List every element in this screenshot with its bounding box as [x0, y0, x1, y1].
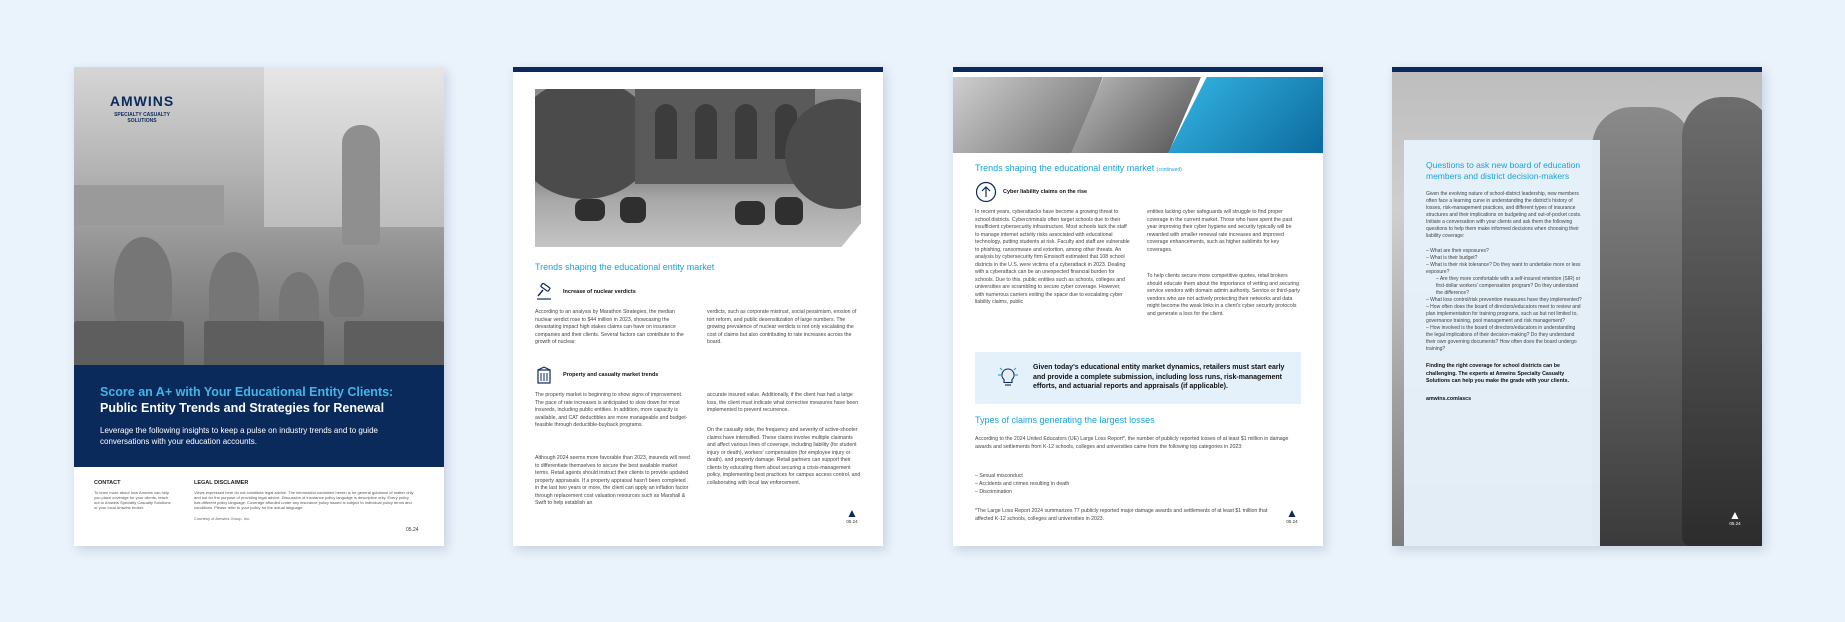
questions-page	[1392, 67, 1762, 546]
courtesy-line: Courtesy of Amwins Group, Inc.	[194, 516, 251, 521]
page-number: 05.24	[1729, 521, 1741, 526]
property-text-left-2: Although 2024 seems more favorable than 2023, insureds will need to differentiate themselves to secure the best available market terms. Retail agents should instruct their clients to provide updated property appraisals. If a property appraisal hasn't been completed in the last two years or more, the client can apply an inflation factor through replacement cost valuation resources such as Marshall & Swift to help establish an	[535, 455, 690, 506]
claims-list	[975, 472, 1175, 496]
property-casualty-title: Property and casualty market trends	[563, 372, 659, 378]
corner-logo	[1726, 509, 1744, 526]
gavel-icon	[535, 283, 553, 301]
cover-lead: Leverage the following insights to keep a pulse on industry trends and to guide conversations with your education accounts.	[100, 426, 378, 446]
page-top-bar	[1392, 67, 1762, 72]
cyber-text-left: In recent years, cyberattacks have become a growing threat to school districts. Cybercriminals often target schools due to their insufficient cybersecurity infrastructure. Most schools lack the staff to manage internet activity risks associated with educational technology, putting students at risk. Faculty and staff are vulnerable to phishing, ransomware and extortion, among other threats. An analysis by cybersecurity firm Emsisoft estimated that 108 school districts in the U.S. were victims of a cyberattack in 2023. Dealing with a cyberattack can be an unexpected financial burden for schools. Due to this, public entities such as schools, colleges and universities are scrambling to secure cyber coverage. However, with numerous carriers exiting the space due to escalating cyber liability claims, public	[975, 209, 1130, 305]
legal-heading: LEGAL DISCLAIMER	[194, 480, 249, 486]
callout-text: Given today's educational entity market dynamics, retailers must start early and provide a complete submission, including loss runs, risk-management efforts, and actuarial reports and appraisals (if applicable).	[1033, 364, 1285, 390]
section-title-text: Trends shaping the educational entity market	[975, 163, 1155, 173]
page-number: 05.24	[406, 527, 419, 533]
callout-box	[975, 352, 1301, 404]
arrow-up-circle-icon	[975, 181, 997, 203]
list-item: – Accidents and crimes resulting in death	[975, 481, 1070, 487]
property-text-left-1: The property market is beginning to show signs of improvement. The pace of rate increases is anticipated to slow down for most insureds, including public entities. In addition, more capacity is available, and CAT deductibles are more manageable and budget-feasible through deductible-buyback programs.	[535, 392, 688, 428]
list-item: – Sexual misconduct	[975, 473, 1023, 479]
list-item: – What are their exposures?	[1426, 248, 1582, 255]
list-item: – What loss control/risk prevention measures have they implemented?	[1426, 297, 1582, 304]
trends-page	[513, 67, 883, 546]
page-number: 05.24	[846, 519, 858, 524]
amwins-link[interactable]: amwins.com/ascs	[1426, 395, 1472, 402]
section-title: Trends shaping the educational entity market	[535, 262, 715, 272]
cyber-text-right-2: To help clients secure more competitive quotes, retail brokers should educate them about the importance of vetting and securing service vendors with domain admin authority. Service or third-party vendors who are not actively protecting their networks and data might become the weak links in a client's cyber security protocols and generate a loss for the client.	[1147, 273, 1300, 317]
cyber-text-right-1: entities lacking cyber safeguards will struggle to find proper coverage in the current market. Those who have spent the past year improving their cyber hygiene and security typically will be rewarded with smaller renewal rate increases and improved coverage enhancements, such as higher sublimits for key coverages.	[1147, 209, 1293, 253]
property-text-right-2: On the casualty side, the frequency and severity of active-shooter claims have intensified. These claims involve multiple claimants and affect various lines of coverage, including liability (for student injury or death), workers' compensation (for employee injury or death), and property damage. Retail partners can support their clients by educating them about securing a crisis-management policy, implementing best practices for campus access control, and collaborating with local law enforcement.	[707, 427, 861, 486]
list-item: – What is their budget?	[1426, 255, 1582, 262]
legal-text: Views expressed here do not constitute legal advice. The information contained herein is for general guidance of matter only and not for the purpose of providing legal advice. Discussion of insurance policy language is descriptive only. Every policy has different policy language. Coverage afforded under any insurance policy issued is subject to individual policy terms and conditions. Please refer to your policy for the actual language.	[194, 490, 414, 510]
list-item: – What is their risk tolerance? Do they want to undertake more or less exposure?	[1426, 262, 1582, 276]
students-courtyard-photo	[535, 89, 861, 247]
amwins-logo	[102, 93, 182, 124]
amwins-a-icon: ▲	[846, 506, 858, 520]
section-title	[975, 163, 1182, 173]
amwins-a-icon: ▲	[1286, 506, 1298, 520]
page-number: 05.24	[1286, 519, 1298, 524]
claims-intro: According to the 2024 United Educators (UE) Large Loss Report*, the number of publicly reported losses of at least $1 million in damage awards and settlements from K-12 schools, colleges and universities came from the following top categories in 2023:	[975, 436, 1289, 450]
cta-text: Finding the right coverage for school districts can be challenging. The experts at Amwins Specialty Casualty Solutions can help you make the grade with your clients.	[1426, 363, 1570, 384]
claims-title: Types of claims generating the largest losses	[975, 415, 1155, 425]
trends-continued-page	[953, 67, 1323, 546]
cover-title-band	[74, 365, 444, 467]
nuclear-text-left: According to an analysis by Marathon Strategies, the median nuclear verdict rose to $44 million in 2023, showcasing the devastating impact high stakes claims can have on insurance companies and their clients. Several factors can contribute to the growth of nuclear	[535, 309, 684, 345]
nuclear-text-right: verdicts, such as corporate mistrust, social pessimism, erosion of tort reform, and public desensitization of large numbers. The growing prevalence of nuclear verdicts is not only escalating the cost of claims but also contributing to rate increases across the board.	[707, 309, 857, 345]
page-top-bar	[513, 67, 883, 72]
cover-page	[74, 67, 444, 546]
list-item: – How involved is the board of directors/educators in understanding the legal implications of their decision-making? Do they understand their own governing documents? How often does the board undergo training?	[1426, 325, 1582, 353]
nuclear-verdicts-title: Increase of nuclear verdicts	[563, 289, 636, 295]
continued-tag: (continued)	[1156, 167, 1182, 173]
corner-logo	[1283, 507, 1301, 524]
property-text-right-1: accurate insured value. Additionally, if the client has had a large loss, the client must indicate what corrective measures have been implemented to prevent recurrence.	[707, 392, 859, 413]
list-item: – Are they more comfortable with a self-insured retention (SIR) or first-dollar workers' compensation program? Do they understand the difference?	[1426, 276, 1582, 297]
contact-heading: CONTACT	[94, 480, 121, 486]
contact-text: To learn more about how Amwins can help you place coverage for your clients, reach out to Amwins Specialty Casualty Solutions or your local Amwins broker.	[94, 490, 171, 510]
page-top-bar	[953, 67, 1323, 72]
corner-logo	[843, 507, 861, 524]
list-item: – Discrimination	[975, 489, 1012, 495]
questions-heading: Questions to ask new board of education members and district decision-makers	[1426, 160, 1581, 181]
questions-intro: Given the evolving nature of school-district leadership, new members often face a learning curve in understanding the district's history of losses, risk-management practices, and different types of insurance structures and their implications on budgeting and out-of-pocket costs. Initiate a conversation with your clients and ask them the following questions to help them make informed decisions when choosing their liability coverage:	[1426, 191, 1582, 239]
logo-wordmark: AMWINS	[109, 93, 175, 109]
amwins-a-icon: ▲	[1729, 508, 1741, 522]
list-item: – How often does the board of directors/educators meet to review and plan implementation for training programs, such as but not limited to, governance training, pool management and risk management?	[1426, 304, 1582, 325]
lightbulb-icon	[995, 365, 1021, 389]
logo-subtitle: SPECIALTY CASUALTY SOLUTIONS	[114, 112, 170, 124]
questions-list	[1426, 248, 1582, 353]
children-photo-strip	[953, 77, 1323, 153]
questions-panel	[1404, 140, 1600, 546]
footnote: *The Large Loss Report 2024 summarizes 77 publicly reported major damage awards and settlements of at least $1 million that affected K-12 schools, colleges and universities in 2023.	[975, 508, 1268, 522]
cyber-title: Cyber liability claims on the rise	[1003, 189, 1088, 195]
cover-headline-b: Public Entity Trends and Strategies for Renewal	[100, 401, 385, 415]
cover-headline-a: Score an A+ with Your Educational Entity Clients:	[100, 385, 394, 399]
building-icon	[535, 366, 553, 384]
